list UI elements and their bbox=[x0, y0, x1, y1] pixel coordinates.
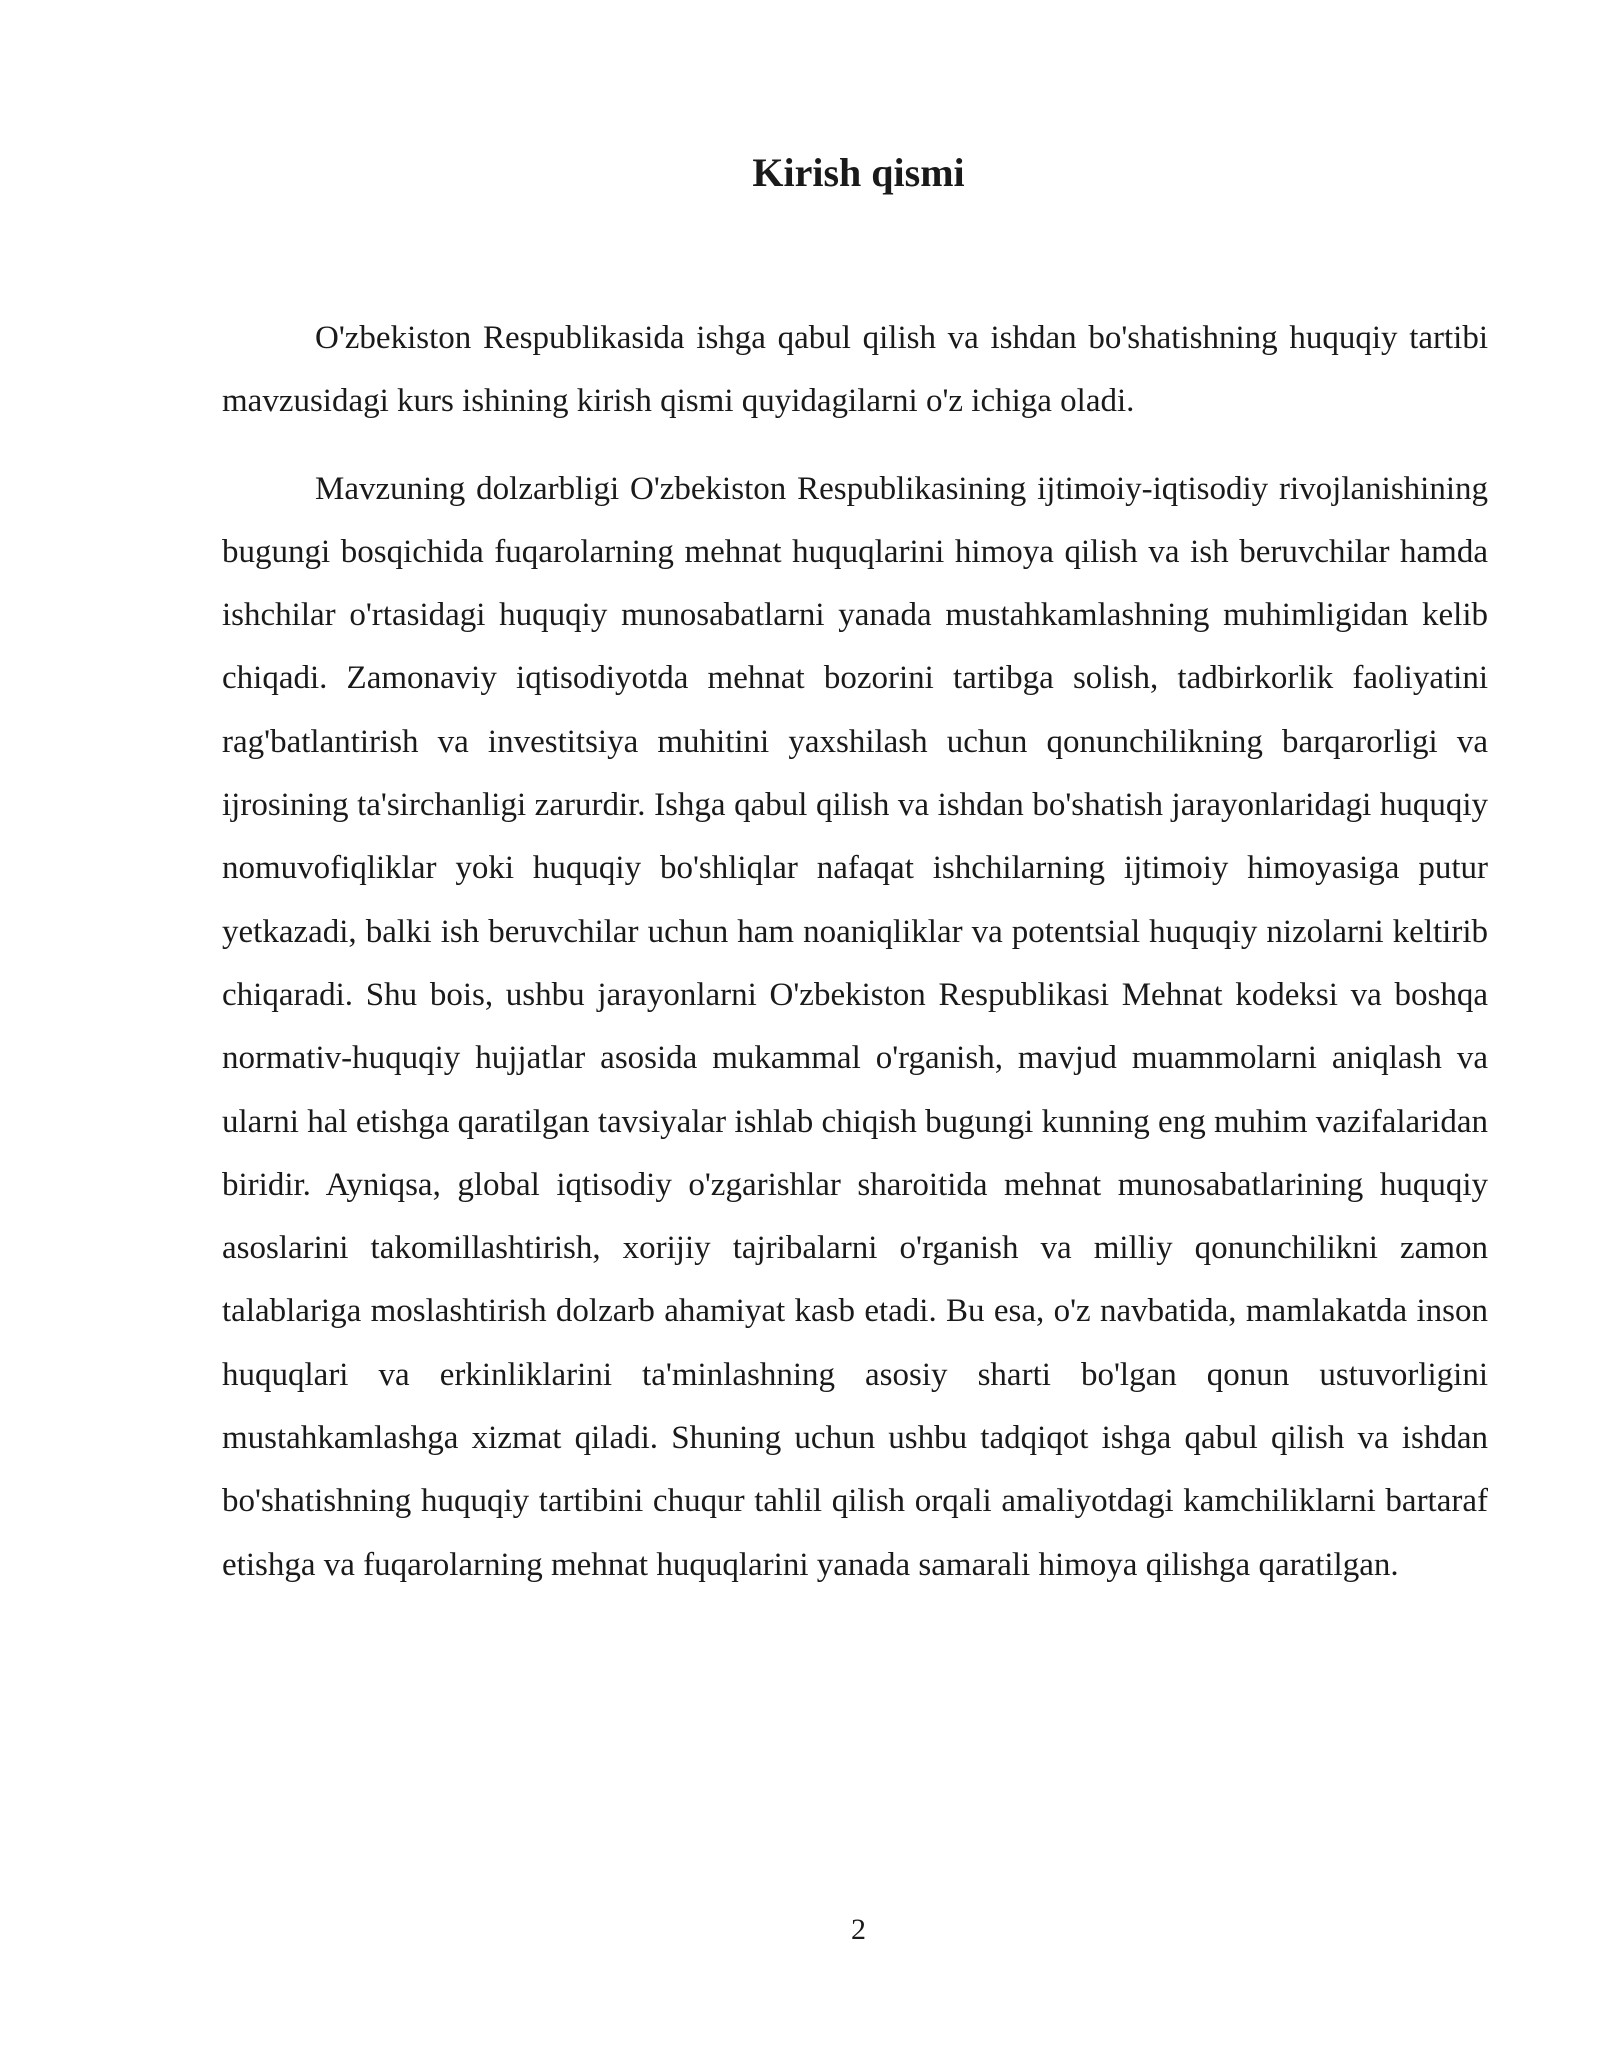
page-number: 2 bbox=[851, 1913, 866, 1946]
paragraph-intro: O'zbekiston Respublikasida ishga qabul qilish va ishdan bo'shatishning huquqiy tartibi mavzusidagi kurs ishining kirish qismi quyidagilarni o'z ichiga oladi. bbox=[222, 320, 1488, 420]
paragraph-relevance: Mavzuning dolzarbligi O'zbekiston Respublikasining ijtimoiy-iqtisodiy rivojlanishining bugungi bosqichida fuqarolarning mehnat huquqlarini himoya qilish va ish beruvchilar hamda ishchilar o'rtasidagi huquqiy munosabatlarni yanada mustahkamlashning muhimligidan kelib chiqadi. Zamonaviy iqtisodiyotda mehnat bozorini tartibga solish, tadbirkorlik faoliyatini rag'batlantirish va investitsiya muhitini yaxshilash uchun qonunchilikning barqarorligi va ijrosining ta'sirchanligi zarurdir. Ishga qabul qilish va ishdan bo'shatish jarayonlaridagi huquqiy nomuvofiqliklar yoki huquqiy bo'shliqlar nafaqat ishchilarning ijtimoiy himoyasiga putur yetkazadi, balki ish beruvchilar uchun ham noaniqliklar va potentsial huquqiy nizolarni keltirib chiqaradi. Shu bois, ushbu jarayonlarni O'zbekiston Respublikasi Mehnat kodeksi va boshqa normativ-huquqiy hujjatlar asosida mukammal o'rganish, mavjud muammolarni aniqlash va ularni hal etishga qaratilgan tavsiyalar ishlab chiqish bugungi kunning eng muhim vazifalaridan biridir. Ayniqsa, global iqtisodiy o'zgarishlar sharoitida mehnat munosabatlarining huquqiy asoslarini takomillashtirish, xorijiy tajribalarni o'rganish va milliy qonunchilikni zamon talablariga moslashtirish dolzarb ahamiyat kasb etadi. Bu esa, o'z navbatida, mamlakatda inson huquqlari va erkinliklarini ta'minlashning asosiy sharti bo'lgan qonun ustuvorligini mustahkamlashga xizmat qiladi. Shuning uchun ushbu tadqiqot ishga qabul qilish va ishdan bo'shatishning huquqiy tartibini chuqur tahlil qilish orqali amaliyotdagi kamchiliklarni bartaraf etishga va fuqarolarning mehnat huquqlarini yanada samarali himoya qilishga qaratilgan. bbox=[222, 470, 1488, 1583]
body-text bbox=[222, 307, 1488, 1597]
page-title: Kirish qismi bbox=[752, 150, 965, 195]
